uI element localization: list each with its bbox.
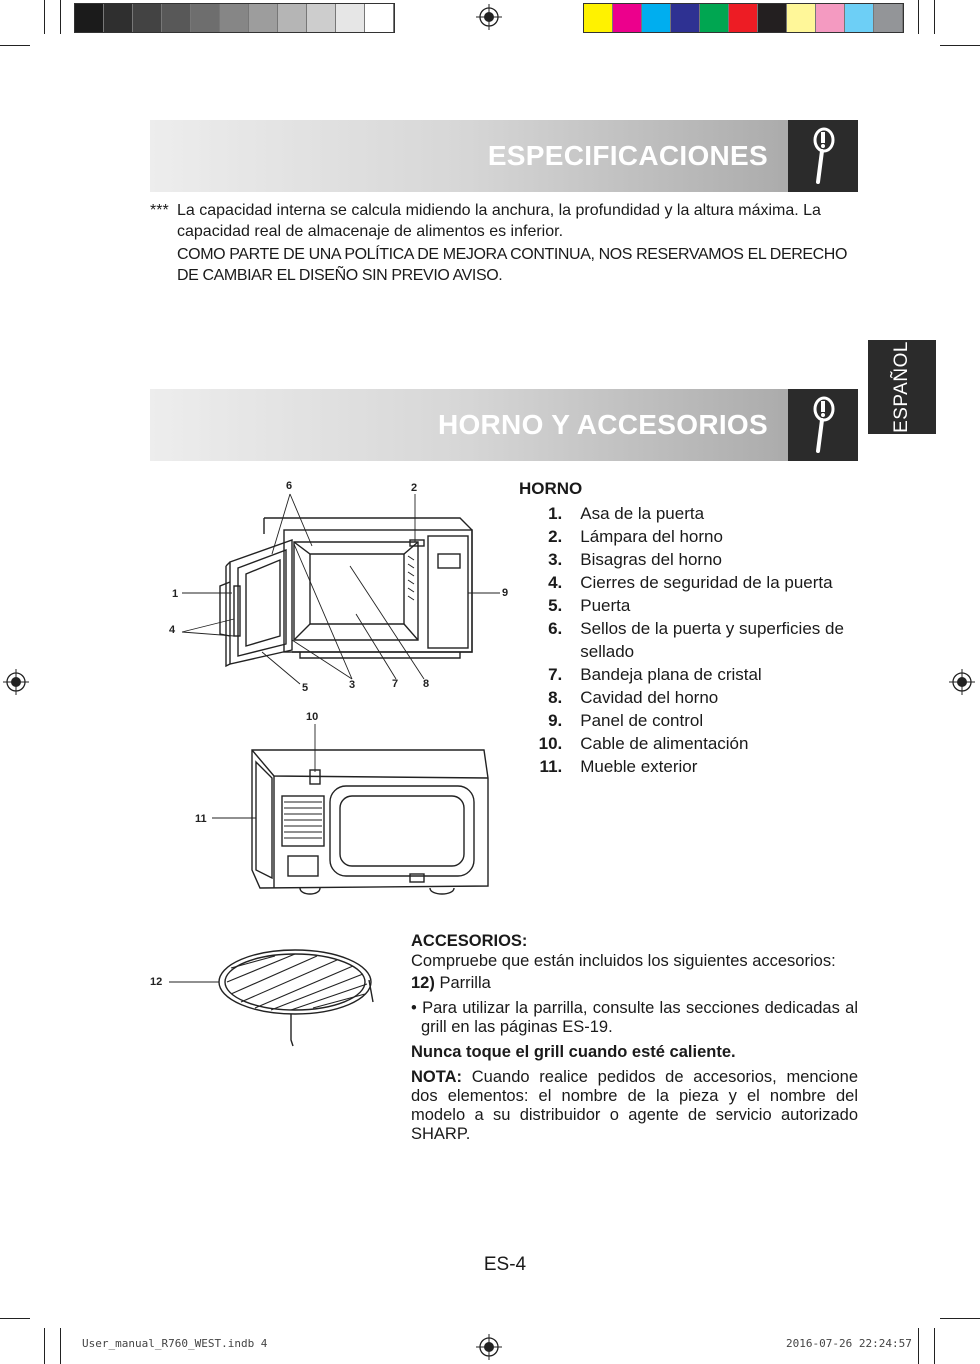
list-item: 1. Asa de la puerta <box>548 504 705 523</box>
color-swatch <box>758 4 787 32</box>
registration-mark-icon <box>3 669 29 695</box>
accessory-bullet: • Para utilizar la parrilla, consulte las secciones dedicadas al grill en las páginas ES-19. <box>411 999 858 1036</box>
gray-swatch <box>104 4 133 32</box>
gray-swatch <box>365 4 394 32</box>
list-item: 11. Mueble exterior <box>539 757 698 776</box>
gray-swatch <box>133 4 162 32</box>
color-swatch <box>816 4 845 32</box>
oven-list-heading: HORNO <box>519 479 583 498</box>
color-swatch <box>874 4 903 32</box>
gray-swatch <box>75 4 104 32</box>
language-label: ESPAÑOL <box>891 341 912 433</box>
gray-swatch <box>220 4 249 32</box>
oven-parts-list <box>519 478 859 778</box>
registration-mark-icon <box>476 4 502 30</box>
info-icon <box>788 389 858 461</box>
list-item: 7. Bandeja plana de cristal <box>548 665 762 684</box>
note-label: NOTA: <box>411 1068 463 1086</box>
note-text: Cuando realice pedidos de accesorios, mencione dos elementos: el nombre de la pieza y el nombre del modelo a su distribuidor o agente de servicio autorizado SHARP. <box>411 1068 858 1143</box>
accessories-section <box>411 932 858 1144</box>
callout-9: 9 <box>502 587 509 599</box>
color-swatch <box>584 4 613 32</box>
color-swatch <box>613 4 642 32</box>
list-item: 6. Sellos de la puerta y superficies de sellado <box>548 619 844 661</box>
color-swatch <box>642 4 671 32</box>
grill-rack-diagram <box>145 940 385 1055</box>
gray-swatch <box>336 4 365 32</box>
page-number: ES-4 <box>483 1254 527 1275</box>
accessory-label: Parrilla <box>439 974 491 992</box>
list-item: 10. Cable de alimentación <box>538 734 749 753</box>
gray-swatch <box>249 4 278 32</box>
color-swatch <box>787 4 816 32</box>
oven-front-diagram <box>160 474 520 704</box>
color-swatch <box>671 4 700 32</box>
color-swatch <box>729 4 758 32</box>
accessories-heading: ACCESORIOS: <box>411 932 528 950</box>
callout-1: 1 <box>172 588 179 600</box>
callout-2: 2 <box>411 482 418 494</box>
specifications-footnote <box>150 200 858 286</box>
specifications-header <box>150 120 858 192</box>
callout-3: 3 <box>349 679 356 691</box>
registration-mark-icon <box>949 669 975 695</box>
footnote-text: La capacidad interna se calcula midiendo la anchura, la profundidad y la altura máxima. La capacidad real de almacenaje de alimentos es inferior. <box>177 202 821 240</box>
callout-4: 4 <box>169 624 176 636</box>
list-item: 2. Lámpara del horno <box>548 527 723 546</box>
accessories-intro: Compruebe que están incluidos los siguientes accesorios: <box>411 952 836 970</box>
footer-timestamp: 2016-07-26 22:24:57 <box>786 1337 912 1350</box>
list-item: 4. Cierres de seguridad de la puerta <box>548 573 833 592</box>
accessory-number: 12) <box>411 974 435 992</box>
gray-swatch <box>191 4 220 32</box>
list-item: 5. Puerta <box>548 596 631 615</box>
oven-rear-diagram <box>190 706 500 906</box>
oven-accessories-header <box>150 389 858 461</box>
list-item: 8. Cavidad del horno <box>548 688 719 707</box>
list-item: 3. Bisagras del horno <box>548 550 723 569</box>
callout-10: 10 <box>306 711 319 723</box>
callout-12: 12 <box>150 976 163 988</box>
policy-text: COMO PARTE DE UNA POLÍTICA DE MEJORA CONTINUA, NOS RESERVAMOS EL DERECHO DE CAMBIAR EL DISEÑO SIN PREVIO AVISO. <box>177 246 847 284</box>
oven-accessories-title: HORNO Y ACCESORIOS <box>437 409 768 440</box>
grill-warning: Nunca toque el grill cuando esté caliente. <box>411 1043 736 1061</box>
gray-color-bar <box>74 3 395 33</box>
language-tab <box>868 340 936 434</box>
info-icon <box>788 120 858 192</box>
list-item: 9. Panel de control <box>548 711 704 730</box>
footnote-marker: *** <box>150 202 169 219</box>
callout-11: 11 <box>195 813 207 825</box>
registration-mark-icon <box>476 1334 502 1360</box>
callout-7: 7 <box>392 678 399 690</box>
footer-file-name: User_manual_R760_WEST.indb 4 <box>82 1337 268 1350</box>
color-swatch <box>700 4 729 32</box>
gray-swatch <box>307 4 336 32</box>
color-swatch <box>845 4 874 32</box>
callout-8: 8 <box>423 678 430 690</box>
specifications-title: ESPECIFICACIONES <box>487 140 768 171</box>
callout-6: 6 <box>286 480 293 492</box>
callout-5: 5 <box>302 682 309 694</box>
gray-swatch <box>278 4 307 32</box>
gray-swatch <box>162 4 191 32</box>
cmyk-color-bar <box>583 3 904 33</box>
